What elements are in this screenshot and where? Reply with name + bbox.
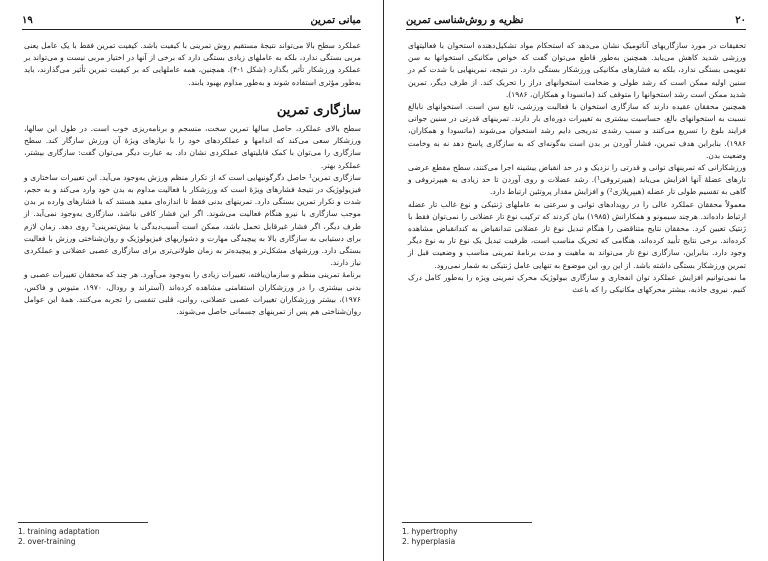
paragraph: برنامهٔ تمرینی منظم و سازمان‌یافته، تغییرات زیادی را به‌وجود می‌آورد. هر چند که محققان تغییرات عصبی و بدنی بیشتری را در ورزشکاران استقامتی مشاهده کرده‌اند (آستراند و رودال، ۱۹۷۰، متیوس و فاکس، ۱۹۷۶)، بیشتر ورزشکاران تغییرات عصبی عضلانی، روانی، قلبی تنفسی را تجربه می‌کنند. همهٔ این عوامل روان‌شناختی هم پس از تمرینهای جسمانی حاصل می‌شوند. bbox=[24, 270, 361, 317]
paragraph: همچنین محققان عقیده دارند که سازگاری استخوان با فعالیت ورزشی، تابع سن است. استخوانهای نابالغ نسبت به استخوانهای بالغ، حساسیت بیشتری به تغییرات دوره‌ای بار دارند. تمرینهای قدرتی در سنین جوانی فرایند بلوغ را تسریع می‌کنند و سبب رشدی تدریجی دایم رشد استخوان می‌شوند (ماتسودا و همکاران، ۱۹۸۶). بنابراین هدف تمرین، فشار آوردن بر بدن است به‌گونه‌ای که به سازگاری پاسخ دهد نه به وخامت وضعیت بدن. bbox=[408, 102, 746, 160]
paragraph: تحقیقات در مورد سازگاریهای آناتومیک نشان می‌دهد که استحکام مواد تشکیل‌دهنده استخوان با فعالیتهای ورزشی شدید کاهش می‌یابد. همچنین به‌طور قاطع می‌توان گفت که خواص مکانیکی استخوانها به سن تقویمی بستگی ندارد، بلکه به فشارهای مکانیکی ورزشکار بستگی دارد. در نتیجه، تمرینهایی با شدت کم در سنین اولیه ممکن است که رشد طولی و ضخامت استخوانهای دراز را تحریک کند. از طرف دیگر، تمرین شدید ممکن است رشد استخوانها را متوقف کند (ماتسودا و همکاران، ۱۹۸۶). bbox=[408, 41, 746, 99]
header-rule bbox=[22, 29, 361, 30]
footnote: 1. hypertrophy bbox=[402, 527, 458, 536]
paragraph: ورزشکارانی که تمرینهای توانی و قدرتی را نزدیک و در حد انقباض بیشینه اجرا می‌کنند، سطح مقطع عرضی تارهای عضلهٔ آنها افزایش می‌یابد (هیپرتروفی¹). رشد عضلات و روی آوردن تا حد زیادی به هیپرتروفی و گاهی به تقسیم طولی تار عضله (هیپرپلازی²) و افزایش مقدار پروتئین ارتباط دارد. bbox=[408, 163, 746, 197]
paragraph: معمولاً محققان عملکرد عالی را در رویدادهای توانی و سرعتی به عاملهای ژنتیکی و نوع غالب تار عضله ارتباط داده‌اند. هرچند سیمونو و همکارانش (۱۹۸۵) بیان کردند که ترکیب نوع تار عضلانی را نمی‌توان فقط با ژنتیک تعیین کرد. محققان نتایج متناقضی را هنگام تبدیل نوع تار عضلانی تندانقباض به کندانقباض مشاهده کرده‌اند. برخی نتایج تأیید کرده‌اند، هنگامی که تحریک مناسب است، ظرفیت تبدیل یک نوع تار به نوع دیگر وجود دارد. بنابراین، سازگاری نوع تار می‌تواند به ماهیت و مدت برنامهٔ تمرینی مناسب و وضعیت قبل از تمرین ورزشکار بستگی داشته باشد. از این رو، این موضوع به تنهایی عامل ژنتیکی به شمار نمی‌رود. bbox=[408, 199, 746, 270]
running-title: نظریه و روش‌شناسی تمرین bbox=[406, 14, 524, 26]
header-rule bbox=[406, 29, 746, 30]
page-header bbox=[406, 12, 746, 28]
paragraph: سازگاری تمرین¹ حاصل دگرگونیهایی است که از تکرار منظم ورزش به‌وجود می‌آید. این تغییرات ساختاری و فیزیولوژیک در نتیجهٔ فشارهای ویژهٔ است که ورزشکار با فعالیت مداوم به بدن خود وارد می‌کند و به حجم، شدت و تکرار تمرین بستگی دارد. تمرینهای بدنی فقط تا اندازه‌ای مفید هستند که با فشارهای وارده بر بدن موجب سازگاری با نیرو هنگام فعالیت می‌شوند. اگر این فشار کافی نباشد، سازگاری به‌وجود نمی‌آید. از طرف دیگر، اگر فشار غیرقابل تحمل باشد، ممکن است آسیب‌دیدگی یا بیش‌تمرینی² روی دهد. زمان لازم برای دستیابی به سازگاری بالا به پیچیدگی مهارت و دشواریهای فیزیولوژیک و روان‌شناختی ورزش با فعالیت بستگی دارد. ورزشهای مشکل‌تر و پیچیده‌تر به زمان طولانی‌تری برای سازگاری عصبی عضلانی و عملکردی نیاز دارند. bbox=[24, 172, 362, 268]
paragraph: ما نمی‌توانیم افزایش عملکرد توان انفجاری و سازگاری بیولوژیک محرک تمرینی ویژه را به‌طور کامل درک کنیم. نیروی جاذبه، بیشتر محرکهای مکانیکی را که باعث bbox=[408, 272, 746, 295]
page-body bbox=[408, 40, 746, 296]
running-title: مبانی تمرین bbox=[310, 14, 361, 26]
page-body bbox=[24, 40, 361, 318]
footnote: 2. over-training bbox=[18, 537, 76, 546]
footnote: 2. hyperplasia bbox=[402, 537, 456, 546]
page-number: ۲۰ bbox=[735, 14, 746, 26]
footnote-rule bbox=[18, 522, 148, 523]
footnote: 1. training adaptation bbox=[18, 527, 100, 536]
section-heading: سازگاری تمرین bbox=[276, 102, 361, 118]
book-page-20 bbox=[384, 0, 768, 561]
page-header bbox=[22, 12, 361, 28]
intro-paragraph: عملکرد سطح بالا می‌تواند نتیجهٔ مستقیم روش تمرینی با کیفیت باشد. کیفیت تمرین فقط با یک عامل یعنی مربی بستگی ندارد، بلکه به عاملهای زیادی بستگی دارد که برخی از آنها در اختیار مربی نیست و می‌تواند بر عملکرد ورزشکار تأثیر بگذارد (شکل ۱-۴). همچنین، همه عاملهایی که بر کیفیت تمرین تأثیر می‌گذارند، باید به‌طور مؤثری استفاده شوند و به‌طور مداوم بهبود یابند. bbox=[24, 41, 361, 87]
book-page-19 bbox=[0, 0, 383, 561]
footnote-rule bbox=[402, 522, 532, 523]
page-number: ۱۹ bbox=[22, 14, 33, 26]
paragraph: سطح بالای عملکرد، حاصل سالها تمرین سخت، منسجم و برنامه‌ریزی خوب است. در طول این سالها، ورزشکار سعی می‌کند که اندامها و عملکردهای خود را با نیازهای ویژهٔ آن ورزش سازگار کند. سطح سازگاری را می‌توان با کمک قابلیتهای عملکردی نشان داد. به عبارت دیگر می‌توان گفت: سازگاری بیشتر، عملکرد بهتر. bbox=[24, 124, 361, 170]
